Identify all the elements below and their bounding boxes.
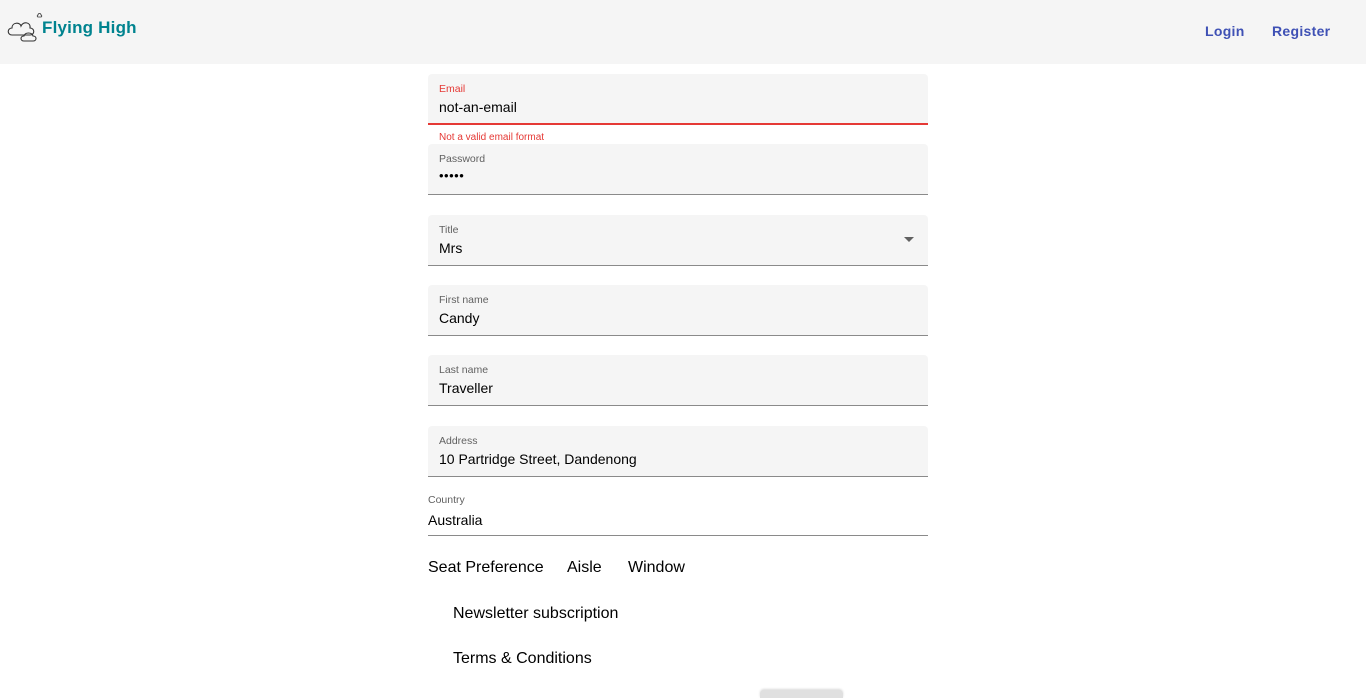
newsletter-checkbox-label[interactable]: Newsletter subscription [453, 605, 619, 622]
app-bar [0, 0, 1366, 64]
password-label: Password [439, 153, 486, 165]
seat-option-aisle[interactable]: Aisle [567, 559, 602, 576]
first-name-label: First name [439, 294, 489, 306]
title-label: Title [439, 224, 459, 236]
email-error-text: Not a valid email format [439, 132, 545, 143]
password-value[interactable]: ••••• [439, 168, 465, 183]
title-select[interactable] [428, 215, 928, 266]
email-field[interactable] [428, 74, 928, 125]
country-value[interactable]: Australia [428, 512, 483, 528]
last-name-label: Last name [439, 364, 489, 376]
address-value[interactable]: 10 Partridge Street, Dandenong [439, 451, 637, 467]
submit-button[interactable] [760, 690, 843, 698]
dropdown-arrow-icon[interactable] [904, 237, 914, 242]
last-name-value[interactable]: Traveller [439, 380, 493, 396]
first-name-field[interactable] [428, 285, 928, 336]
email-label: Email [439, 83, 466, 95]
address-label: Address [439, 435, 478, 447]
seat-preference-label: Seat Preference [428, 559, 544, 576]
title-value[interactable]: Mrs [439, 240, 463, 256]
seat-option-window[interactable]: Window [628, 559, 685, 576]
country-field[interactable] [428, 494, 928, 536]
first-name-value[interactable]: Candy [439, 310, 480, 326]
register-link[interactable]: Register [1272, 23, 1331, 39]
cloud-logo-icon [6, 11, 46, 43]
country-label: Country [428, 494, 465, 506]
password-field[interactable] [428, 144, 928, 195]
terms-checkbox-label[interactable]: Terms & Conditions [453, 650, 592, 667]
login-link[interactable]: Login [1205, 23, 1245, 39]
address-field[interactable] [428, 426, 928, 477]
email-value[interactable]: not-an-email [439, 99, 517, 115]
brand-title[interactable]: Flying High [42, 18, 137, 37]
last-name-field[interactable] [428, 355, 928, 406]
